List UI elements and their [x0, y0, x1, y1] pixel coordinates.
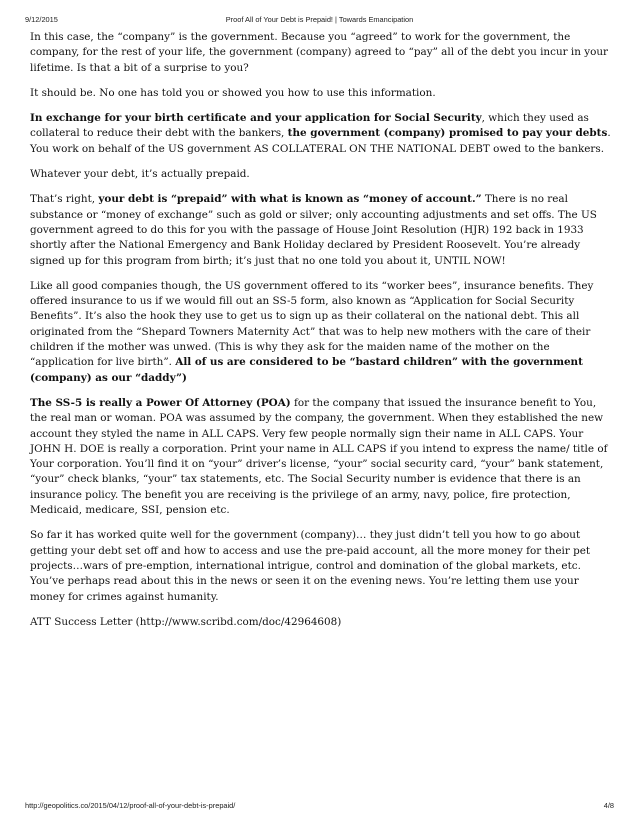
source-url[interactable]: http://geopolitics.co/2015/04/12/proof-all-of-your-debt-is-prepaid/	[25, 801, 236, 810]
paragraph-3	[30, 111, 615, 157]
bold-phrase: All of us are considered to be “bastard children” with the government (company) as our “daddy”)	[30, 356, 583, 384]
article-body	[30, 30, 615, 640]
paragraph-8: So far it has worked quite well for the government (company)… they just didn’t tell you how to go about getting your debt set off and how to access and use the pre-paid account, all the more money for their pet projects…wars of pre-emption, international intrigue, control and domination of the global markets, etc. You’ve perhaps read about this in the news or seen it on the evening news. You’re letting them use your money for crimes against humanity.	[30, 529, 591, 603]
paragraph-2: It should be. No one has told you or showed you how to use this information.	[30, 86, 436, 99]
paragraph-6	[30, 279, 615, 386]
paragraph-9: ATT Success Letter (http://www.scribd.com/doc/42964608)	[30, 615, 342, 628]
print-date: 9/12/2015	[25, 15, 58, 24]
paragraph-4: Whatever your debt, it’s actually prepaid.	[30, 168, 250, 181]
page-title: Proof All of Your Debt is Prepaid! | Towards Emancipation	[225, 15, 414, 24]
text-run: That’s right,	[30, 193, 99, 206]
bold-phrase: The SS-5 is really a Power Of Attorney (POA)	[30, 396, 291, 409]
bold-phrase: the government (company) promised to pay your debts	[287, 127, 608, 140]
paragraph-7	[30, 396, 615, 518]
text-run: for the company that issued the insurance benefit to You, the real man or woman. POA was assumed by the company, the government. When they established the new account they styled the name in ALL CAPS. Very few people normally sign their name in ALL CAPS. Your JOHN H. DOE is really a corporation. Print your name in ALL CAPS if you intend to express the name/ title of Your corporation. You’ll find it on “your” driver’s license, “your” social security card, “your” bank statement, “your” check blanks, “your” tax statements, etc. The Social Security number is evidence that there is an insurance policy. The benefit you are receiving is the privilege of an army, navy, police, fire protection, Medicaid, medicare, SSI, pension etc.	[30, 396, 608, 517]
page-number: 4/8	[603, 801, 614, 810]
bold-phrase: In exchange for your birth certificate and your application for Social Security	[30, 112, 482, 125]
text-run: There is no real substance or “money of exchange” such as gold or silver; only accounting adjustments and set offs. The US government agreed to do this for you with the passage of House Joint Resolution (HJR) 192 back in 1933 shortly after the National Emergency and Bank Holiday declared by President Roosevelt. You’re already signed up for this program from birth; it’s just that no one told you about it, UNTIL NOW!	[30, 193, 597, 267]
text-run: Like all good companies though, the US government offered to its “worker bees”, insurance benefits. They offered insurance to us if we would fill out an SS-5 form, also known as “Application for Social Security Benefits”. It’s also the hook they use to get us to sign up as their collateral on the national debt. This all originated from the “Shepard Towners Maternity Act” that was to help new mothers with the care of their children if the mother was unwed. (This is why they ask for the maiden name of the mother on the “application for live birth”.	[30, 279, 594, 369]
paragraph-5	[30, 192, 615, 268]
paragraph-1: In this case, the “company” is the government. Because you “agreed” to work for the government, the company, for the rest of your life, the government (company) agreed to “pay” all of the debt you incur in your lifetime. Is that a bit of a surprise to you?	[30, 31, 609, 74]
bold-phrase: your debt is “prepaid” with what is known as “money of account.”	[98, 193, 482, 206]
text-run: , which they used as collateral to reduce their debt with the bankers,	[30, 112, 589, 140]
text-run: . You work on behalf of the US government AS COLLATERAL ON THE NATIONAL DEBT owed to the bankers.	[30, 127, 611, 155]
